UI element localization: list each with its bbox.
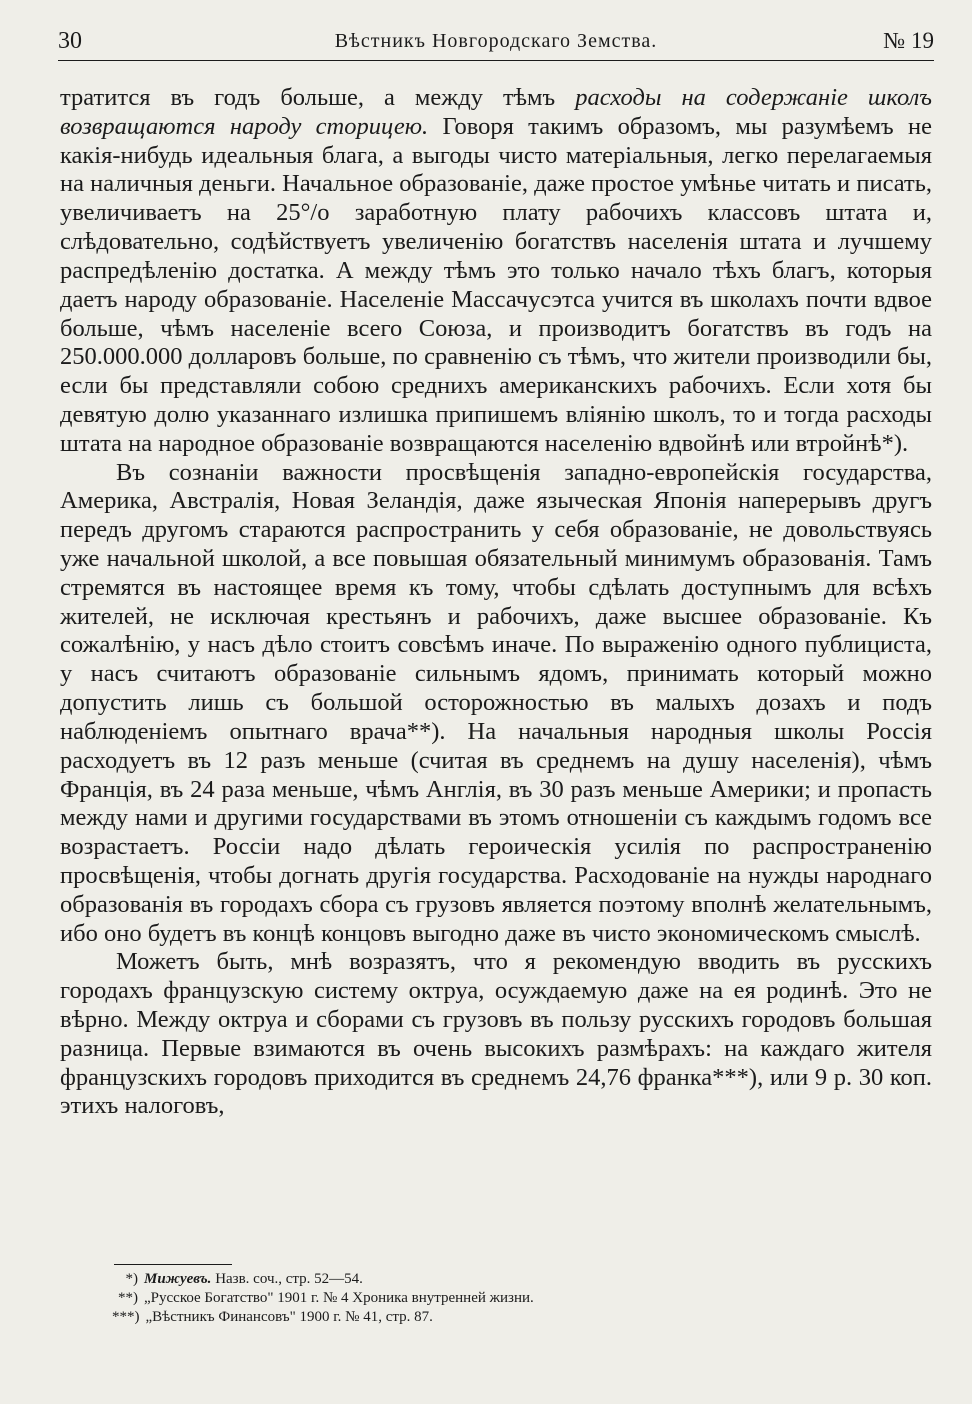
footnote-3-mark: ***) xyxy=(112,1309,140,1325)
footnote-2-text: „Русское Богатство" 1901 г. № 4 Хроника внутренней жизни. xyxy=(144,1290,534,1306)
footnote-1 xyxy=(112,1270,912,1289)
footnote-3-text: „Вѣстникъ Финансовъ" 1900 г. № 41, стр. 87. xyxy=(145,1309,433,1325)
issue-number: № 19 xyxy=(883,28,934,53)
footnote-1-mark: *) xyxy=(125,1271,138,1287)
footnote-2 xyxy=(112,1289,912,1308)
footnote-divider xyxy=(114,1264,232,1265)
footnote-2-mark: **) xyxy=(118,1290,138,1306)
paragraph-1-lead: тратится въ годъ больше, а между тѣмъ xyxy=(60,84,576,111)
footnote-3 xyxy=(112,1308,912,1327)
paragraph-3: Можетъ быть, мнѣ возразятъ, что я рекомендую вводить въ русскихъ городахъ французскую систему октруа, осуждаемую даже на ея родинѣ. Это не вѣрно. Между октруа и сборами съ грузовъ въ пользу русскихъ городовъ большая разница. Первые взимаются въ очень высокихъ размѣрахъ: на каждаго жителя французскихъ городовъ приходится въ среднемъ 24,76 франка***), или 9 р. 30 коп. этихъ налоговъ, xyxy=(60,948,932,1120)
footnote-1-author: Мижуевъ. xyxy=(144,1271,212,1287)
footnote-1-text: Назв. соч., стр. 52—54. xyxy=(211,1271,363,1287)
paragraph-1-rest: Говоря такимъ образомъ, мы разумѣемъ не какія-нибудь идеальныя блага, а выгоды чисто матеріальныя, легко перелагаемыя на наличныя деньги. Начальное образованіе, даже простое умѣнье читать и писать, увеличиваетъ на 25°/о заработную плату рабочихъ классовъ штата и, слѣдовательно, содѣйствуетъ увеличенію богатствъ населенія штата и лучшему распредѣленію достатка. А между тѣмъ это только начало тѣхъ благъ, которыя даетъ народу образованіе. Населеніе Массачусэтса учится въ школахъ почти вдвое больше, чѣмъ населеніе всего Союза, и производитъ богатствъ въ годъ на 250.000.000 долларовъ больше, по сравненію съ тѣмъ, что жители производили бы, если бы представляли собою среднихъ американскихъ рабочихъ. Если хотя бы девятую долю указаннаго излишка припишемъ вліянію школъ, то и тогда расходы штата на народное образованіе возвращаются населенію вдвойнѣ или втройнѣ*). xyxy=(60,112,932,457)
paragraph-1 xyxy=(60,84,932,459)
running-title: Вѣстникъ Новгородскаго Земства. xyxy=(334,30,658,52)
page-number: 30 xyxy=(58,28,82,54)
page-header xyxy=(58,26,934,61)
paragraph-2: Въ сознаніи важности просвѣщенія западно-европейскія государства, Америка, Австралія, Новая Зеландія, даже языческая Японія наперерывъ другъ передъ другомъ стараются распространить у себя образованіе, не довольствуясь уже начальной школой, а все повышая обязательный минимумъ образованія. Тамъ стремятся въ настоящее время къ тому, чтобы сдѣлать доступнымъ для всѣхъ жителей, не исключая крестьянъ и рабочихъ, даже высшее образованіе. Къ сожалѣнію, у насъ дѣло стоитъ совсѣмъ иначе. По выраженію одного публициста, у насъ считаютъ образованіе сильнымъ ядомъ, принимать который можно допустить лишь съ большой осторожностью въ малыхъ дозахъ и подъ наблюденіемъ опытнаго врача**). На начальныя народныя школы Россія расходуетъ въ 12 разъ меньше (считая въ среднемъ на душу населенія), чѣмъ Франція, въ 24 раза меньше, чѣмъ Англія, въ 30 разъ меньше Америки; и пропасть между нами и другими государствами въ этомъ отношеніи съ каждымъ годомъ все возрастаетъ. Россіи надо дѣлать героическія усилія по распространенію просвѣщенія, чтобы догнать другія государства. Расходованіе на нужды народнаго образованія въ городахъ сбора съ грузовъ является поэтому вполнѣ желательнымъ, ибо оно будетъ въ концѣ концовъ выгодно даже въ чисто экономическомъ смыслѣ. xyxy=(60,458,932,947)
paragraph-1-italic: расходы на содержаніе школъ возвращаются народу сторицею. xyxy=(60,84,932,140)
footnotes xyxy=(112,1270,912,1327)
article-body xyxy=(60,84,932,1121)
